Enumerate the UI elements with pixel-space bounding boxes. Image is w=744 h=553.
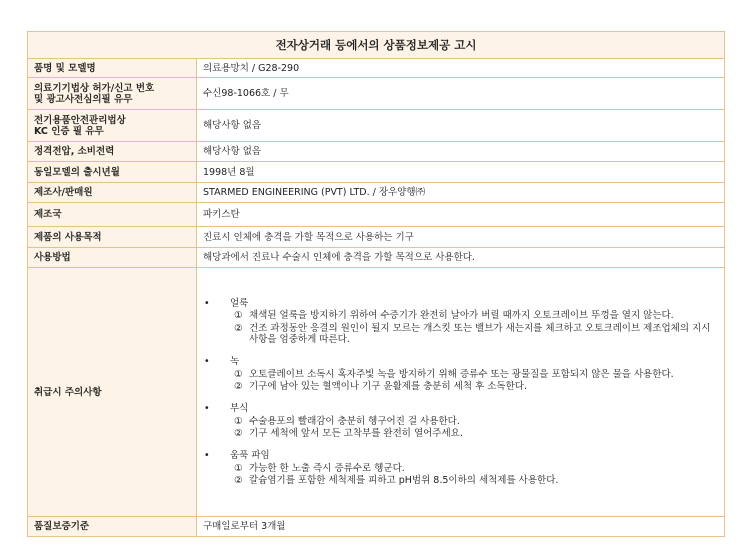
row-label-line: 및 광고사전심의필 유무 — [34, 93, 133, 105]
bullet-icon: • — [204, 356, 210, 368]
title-row — [28, 32, 725, 59]
caution-section-title: 움푹 파임 — [230, 450, 270, 462]
row-label-line: 의료기기법상 허가/신고 번호 — [34, 82, 155, 94]
item-number: ② — [234, 322, 243, 334]
bullet-icon: • — [204, 403, 210, 415]
item-text: 칼슘염기를 포함한 세척제를 피하고 pH범위 8.5이하의 세척제를 사용한다. — [249, 475, 559, 487]
caution-section-title: 녹 — [230, 356, 240, 368]
product-info-notice — [27, 31, 725, 537]
item-text: 오토클레이브 소독시 혹자주빛 녹을 방지하기 위해 증류수 또는 광물질을 포함되지 않은 물을 사용한다. — [249, 368, 674, 380]
list-item — [203, 475, 718, 487]
list-item — [203, 369, 718, 381]
table-row — [28, 59, 725, 78]
list-item — [203, 323, 718, 346]
list-item — [203, 310, 718, 322]
row-label — [28, 110, 197, 142]
row-value: 수신98-1066호 / 무 — [197, 78, 725, 110]
row-value: 해당사항 없음 — [197, 110, 725, 142]
caution-section-title: 얼룩 — [230, 297, 249, 309]
cautions-row — [28, 268, 725, 517]
table-row — [28, 142, 725, 162]
row-label-line: 전기용품안전관리법상 — [34, 114, 126, 126]
item-number: ② — [234, 381, 243, 393]
table-row — [28, 162, 725, 183]
notice-title: 전자상거래 등에서의 상품정보제공 고시 — [28, 32, 725, 59]
item-text: 기구 세척에 앞서 모든 고착부를 완전히 열어주세요. — [249, 428, 463, 440]
item-text: 건조 과정동안 응결의 원인이 될지 모르는 개스킷 또는 밸브가 새는지를 체크하고 오토크레이브 제조업체의 지시사항을 엄중하게 따른다. — [249, 322, 711, 346]
item-number: ① — [234, 368, 243, 380]
caution-section — [203, 450, 718, 487]
item-text: 수술용포의 빨래감이 충분히 헹구어진 걸 사용한다. — [249, 415, 460, 427]
item-text: 가능한 한 노출 즉시 증류수로 헹군다. — [249, 462, 405, 474]
item-number: ① — [234, 310, 243, 322]
row-value: 해당사항 없음 — [197, 142, 725, 162]
row-value: 진료시 인체에 충격을 가할 목적으로 사용하는 기구 — [197, 227, 725, 248]
row-label: 제조국 — [28, 203, 197, 227]
item-text: 기구에 남아 있는 혈액이나 기구 윤활제를 충분히 세척 후 소독한다. — [249, 381, 527, 393]
row-label: 제조사/판매원 — [28, 183, 197, 203]
table-row — [28, 227, 725, 248]
caution-section — [203, 297, 718, 346]
table-row — [28, 203, 725, 227]
caution-section — [203, 403, 718, 440]
item-number: ② — [234, 475, 243, 487]
item-number: ② — [234, 428, 243, 440]
product-info-table — [27, 31, 725, 537]
warranty-label: 품질보증기준 — [28, 517, 197, 537]
bullet-icon: • — [204, 450, 210, 462]
warranty-value: 구매일로부터 3개월 — [197, 517, 725, 537]
list-item — [203, 428, 718, 440]
row-value: 1998년 8월 — [197, 162, 725, 183]
bullet-icon: • — [204, 297, 210, 309]
item-number: ① — [234, 462, 243, 474]
item-text: 채색된 얼룩을 방지하기 위하여 수증기가 완전히 날아가 버릴 때까지 오토크레이브 뚜껑을 열지 않는다. — [249, 310, 674, 322]
row-label: 품명 및 모델명 — [28, 59, 197, 78]
list-item — [203, 381, 718, 393]
row-label: 제품의 사용목적 — [28, 227, 197, 248]
row-value: STARMED ENGINEERING (PVT) LTD. / 장우양행㈜ — [197, 183, 725, 203]
row-label-line: KC 인증 필 유무 — [34, 125, 104, 137]
item-number: ① — [234, 415, 243, 427]
list-item — [203, 416, 718, 428]
table-row — [28, 78, 725, 110]
table-row — [28, 248, 725, 268]
row-label — [28, 78, 197, 110]
cautions-content — [197, 268, 725, 517]
row-label: 사용방법 — [28, 248, 197, 268]
table-row — [28, 183, 725, 203]
caution-section-title: 부식 — [230, 403, 249, 415]
caution-section — [203, 356, 718, 393]
row-value: 의료용망치 / G28-290 — [197, 59, 725, 78]
row-label: 정격전압, 소비전력 — [28, 142, 197, 162]
row-label: 동일모델의 출시년월 — [28, 162, 197, 183]
row-value: 해당과에서 진료나 수술시 인체에 충격을 가할 목적으로 사용한다. — [197, 248, 725, 268]
table-row — [28, 110, 725, 142]
list-item — [203, 463, 718, 475]
row-value: 파키스탄 — [197, 203, 725, 227]
cautions-label: 취급시 주의사항 — [28, 268, 197, 517]
table-row — [28, 517, 725, 537]
